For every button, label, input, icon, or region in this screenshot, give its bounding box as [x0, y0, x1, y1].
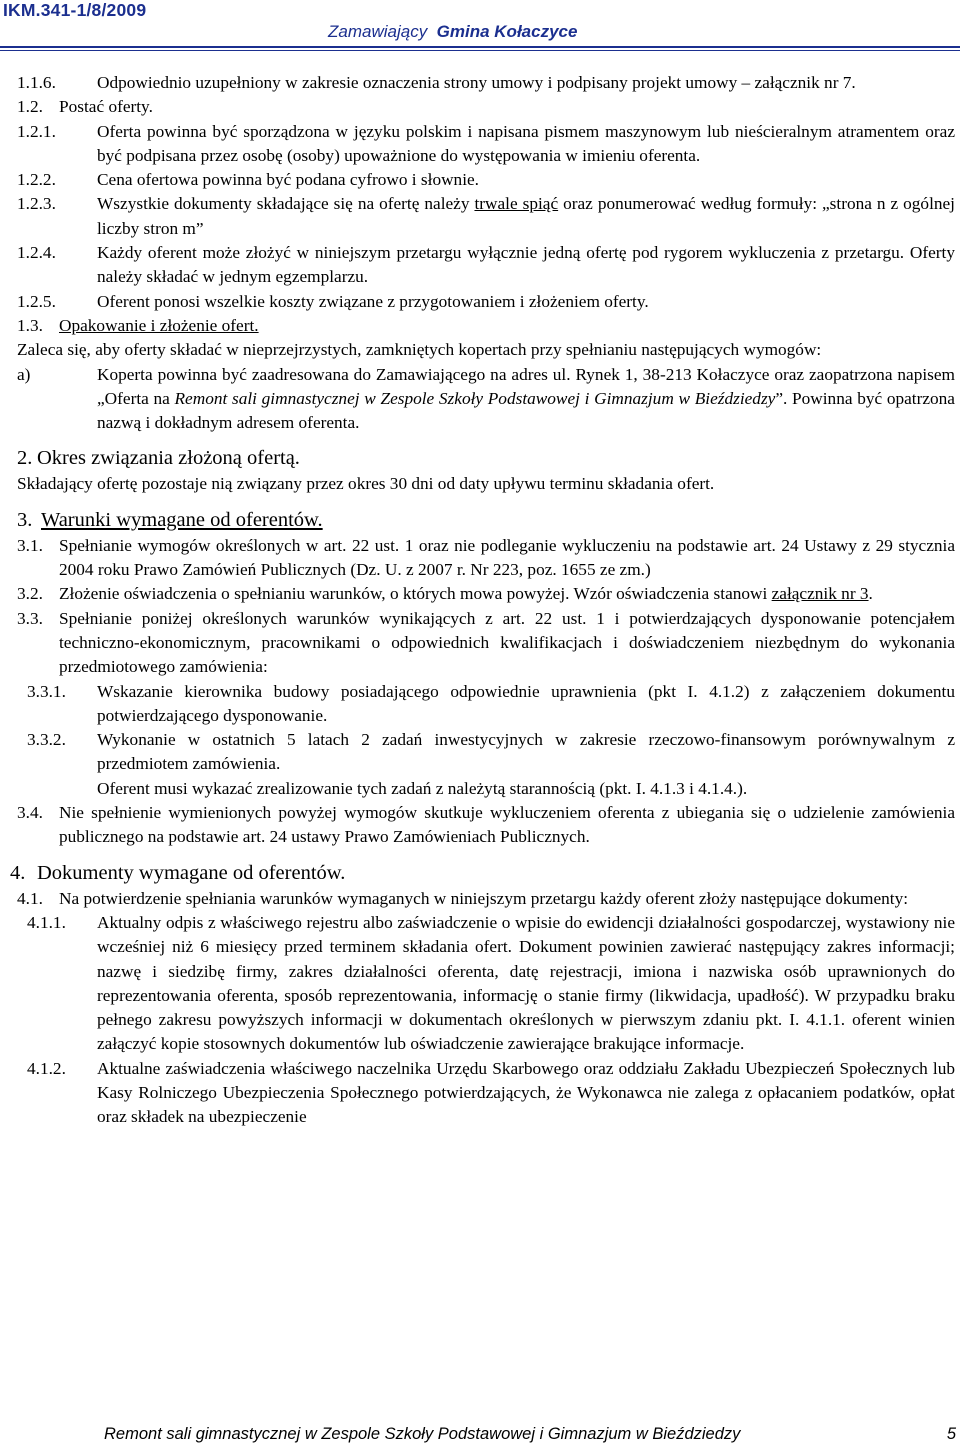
point-text: Aktualne zaświadczenia właściwego naczelnika Urzędu Skarbowego oraz oddziału Zakładu Ubezpieczeń Społecznych lub Kasy Rolniczego Ubezpieczenia Społecznego potwierdzających, że Wykonawca nie zalega z opłacaniem podatków, opłat oraz składek na ubezpieczenie: [97, 1058, 955, 1127]
point-text: Oferent ponosi wszelkie koszty związane z przygotowaniem i złożeniem oferty.: [97, 291, 649, 311]
point-text-part: .: [868, 584, 873, 604]
point-text-part: ”. Powinna być opatrzona nazwą i dokładnym adresem oferenta.: [97, 388, 955, 433]
section-number: 4.: [10, 861, 26, 884]
point-1-2-1: [17, 120, 955, 169]
footer-title: Remont sali gimnastycznej w Zespole Szkoły Podstawowej i Gimnazjum w Bieździedzy: [104, 1425, 741, 1443]
ordering-party: [328, 22, 577, 42]
underlined-phrase: załącznik nr 3: [771, 584, 869, 604]
point-1-2-2: [17, 168, 955, 192]
point-3-3-2: [27, 728, 955, 801]
point-number: 1.3.: [17, 315, 43, 335]
point-number: 3.1.: [17, 535, 43, 555]
section-subtitle: Opakowanie i złożenie ofert.: [59, 315, 259, 335]
point-number: 1.2.2.: [17, 170, 56, 190]
underlined-phrase: trwale spiąć: [474, 194, 559, 214]
point-3-3: [17, 607, 955, 680]
section-number: 2.: [17, 447, 33, 470]
point-text: Wskazanie kierownika budowy posiadającego odpowiednie uprawnienia (pkt I. 4.1.2) z załączeniem dokumentu potwierdzającego dysponowanie.: [97, 681, 955, 725]
point-number: 1.2.5.: [17, 291, 56, 311]
header-rule-thin: [0, 50, 960, 51]
project-title: Remont sali gimnastycznej w Zespole Szkoły Podstawowej i Gimnazjum w Bieździedzy: [174, 388, 776, 408]
section-2-body: Składający ofertę pozostaje nią związany przez okres 30 dni od daty upływu terminu składania ofert.: [17, 474, 715, 494]
point-number: 3.4.: [17, 803, 43, 823]
point-text: [59, 582, 955, 606]
point-text-part: Złożenie oświadczenia o spełnianiu warunków, o których mowa powyżej. Wzór oświadczenia stanowi: [59, 584, 772, 604]
point-number: 4.1.1.: [27, 912, 66, 932]
point-text: Postać oferty.: [59, 97, 153, 117]
document-body: [10, 71, 955, 1130]
section-3-heading: [17, 506, 955, 534]
document-reference: IKM.341-1/8/2009: [3, 0, 147, 20]
point-text-part: Koperta powinna być zaadresowana do Zamawiającego na adres ul. Rynek 1, 38-213 Kołaczyce oraz zaopatrzona napisem „Oferta na: [97, 364, 955, 408]
point-text: Spełnianie wymogów określonych w art. 22 ust. 1 oraz nie podleganie wykluczeniu na podstawie art. 24 Ustawy z 29 stycznia 2004 roku Prawo Zamówień Publicznych (Dz. U. z 2007 r. Nr 223, poz. 1655 ze zm.): [59, 535, 955, 580]
point-number: 3.3.1.: [27, 681, 66, 701]
point-3-3-1: [27, 680, 955, 729]
point-number: 1.2.4.: [17, 243, 56, 263]
point-1-2-4: [17, 241, 955, 290]
header-rule: [0, 46, 960, 48]
point-text: Odpowiednio uzupełniony w zakresie oznaczenia strony umowy i podpisany projekt umowy – załącznik nr 7.: [97, 73, 856, 92]
point-text-part: Wykonanie w ostatnich 5 latach 2 zadań inwestycyjnych w zakresie rzeczowo-finansowym porównywalnym z przedmiotem zamówienia.: [97, 730, 955, 774]
point-3-4: [17, 801, 955, 850]
point-text: Nie spełnienie wymienionych powyżej wymogów skutkuje wykluczeniem oferenta z ubiegania się o udzielenie zamówienia publicznego na podstawie art. 24 ustawy Prawo Zamówieniach Publicznych.: [59, 803, 955, 847]
point-number: 1.2.1.: [17, 121, 56, 141]
section-title: Dokumenty wymagane od oferentów.: [37, 861, 346, 884]
point-1-2-5: [17, 290, 955, 314]
point-text-part: Wszystkie dokumenty składające się na ofertę należy: [97, 194, 475, 214]
point-number: 1.2.: [17, 97, 43, 117]
section-2-heading: [17, 444, 955, 472]
point-text: Na potwierdzenie spełniania warunków wymaganych w niniejszym przetargu każdy oferent złoży następujące dokumenty:: [59, 888, 909, 908]
point-1-2-3: [17, 192, 955, 241]
section-title: Okres związania złożoną ofertą.: [37, 447, 300, 470]
point-text: [97, 363, 955, 436]
point-1-2: [17, 95, 955, 119]
point-text-part: oraz ponumerować według formuły: „strona n z ogólnej liczby stron m”: [97, 194, 955, 238]
section-4-heading: [10, 859, 955, 887]
point-letter: a): [17, 364, 31, 384]
packaging-paragraph: Zaleca się, aby oferty składać w nieprzejrzystych, zamkniętych kopertach przy spełnianiu następujących wymogów:: [17, 340, 822, 360]
point-number: 1.2.3.: [17, 194, 56, 214]
point-number: 1.1.6.: [17, 73, 56, 92]
point-3-2: [17, 582, 955, 606]
point-text: Aktualny odpis z właściwego rejestru albo zaświadczenie o wpisie do ewidencji działalności gospodarczej, wystawiony nie wcześniej niż 6 miesięcy przed terminem składania ofert. Dokument powinien zawierać następujący zakres informacji; nazwę i siedzibę firmy, zakres działalności oferenta, datę rejestracji, imiona i nazwiska osób uprawnionych do reprezentowania oferenta, sposób reprezentowania, informację o stanie firmy (likwidacja, upadłość). W przypadku braku pełnego zakresu powyższych informacji w dokumentach określonych w pierwszym zdaniu pkt. I. 4.1.1. oferent winien załączyć kopie stosownych dokumentów lub oświadczenie zawierające brakujące informacje.: [97, 912, 955, 1054]
page-footer: [104, 1425, 956, 1444]
section-number: 3.: [17, 508, 33, 531]
point-1-3: [17, 314, 955, 338]
point-3-1: [17, 534, 955, 583]
point-1-1-6: [17, 71, 955, 95]
point-text: Każdy oferent może złożyć w niniejszym przetargu wyłącznie jedną ofertę pod rygorem wykluczenia z przetargu. Oferty należy składać w jednym egzemplarzu.: [97, 243, 955, 287]
point-number: 4.1.2.: [27, 1058, 66, 1078]
point-a: [17, 363, 955, 436]
ordering-organization: Gmina Kołaczyce: [436, 22, 578, 41]
point-number: 4.1.: [17, 888, 43, 908]
point-text: Cena ofertowa powinna być podana cyfrowo i słownie.: [97, 170, 479, 190]
point-number: 3.3.2.: [27, 730, 66, 750]
ordering-label: Zamawiający: [328, 22, 428, 41]
point-4-1: [17, 887, 955, 911]
point-4-1-1: [27, 911, 955, 1057]
point-note: Oferent musi wykazać zrealizowanie tych zadań z należytą starannością (pkt. I. 4.1.3 i 4.1.4.).: [97, 778, 748, 798]
point-number: 3.2.: [17, 584, 43, 604]
point-text: [97, 192, 955, 241]
page-number: 5: [946, 1425, 956, 1443]
point-text: Oferta powinna być sporządzona w języku polskim i napisana pismem maszynowym lub nieścieralnym atramentem oraz być podpisana przez osobę (osoby) upoważnione do występowania w imieniu oferenta.: [97, 121, 955, 165]
point-text: Spełnianie poniżej określonych warunków wynikających z art. 22 ust. 1 i potwierdzających dysponowanie potencjałem techniczno-ekonomicznym, pracownikami o odpowiednich kwalifikacjach i doświadczeniem niezbędnym do wykonania przedmiotowego zamówienia:: [59, 608, 955, 677]
point-text: [97, 728, 955, 801]
point-number: 3.3.: [17, 608, 43, 628]
point-4-1-2: [27, 1057, 955, 1130]
section-title: Warunki wymagane od oferentów.: [41, 508, 323, 531]
